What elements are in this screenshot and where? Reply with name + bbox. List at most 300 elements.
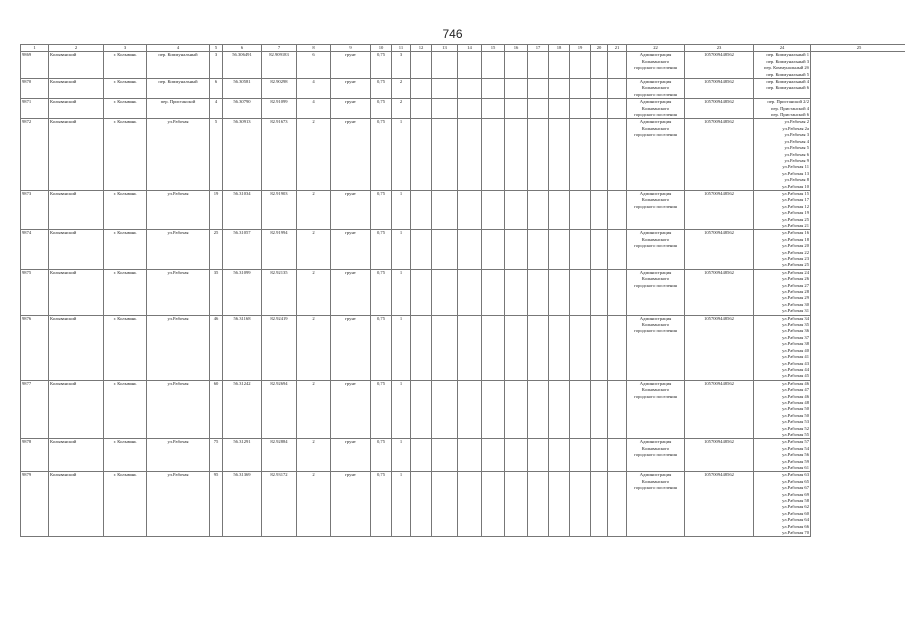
empty-cell [591,99,608,119]
empty-cell [411,269,432,315]
address-line: ул.Рабочая 8 [784,177,809,183]
longitude-cell: 82.91903 [262,190,297,229]
empty-cell [411,230,432,269]
address-line: пер. Пристанской 4 [770,105,809,111]
empty-cell [411,99,432,119]
table-row [21,269,905,315]
empty-cell [505,230,528,269]
addresses-cell [754,439,811,472]
owner-line: Администрация [639,269,672,275]
street-cell: ул.Рабочая [147,190,210,229]
inn-cell: 1057009448562 [685,99,754,119]
house-cell: 75 [210,439,223,472]
empty-cell [482,52,505,79]
longitude-cell: 82.92884 [262,439,297,472]
registry-table [20,44,905,537]
address-line: ул.Рабочая 56 [782,452,809,458]
owner-cell [627,315,685,380]
address-line: ул.Рабочая 12 [782,203,809,209]
district-cell: Колыванский [49,472,104,537]
empty-cell [482,315,505,380]
column-number: 9 [331,45,371,52]
row-id: 9878 [21,439,49,472]
empty-cell [608,439,627,472]
address-line: ул.Рабочая 24 [782,269,809,275]
column-number: 8 [297,45,331,52]
owner-line: Колыванского [641,322,670,328]
empty-cell [549,190,570,229]
address-line: ул.Рабочая 58 [782,498,809,504]
settlement-cell: г. Колывань [104,79,147,99]
column-number: 7 [262,45,297,52]
address-line: ул.Рабочая 20 [782,243,809,249]
addresses-cell [754,119,811,190]
empty-cell [505,472,528,537]
owner-cell [627,79,685,99]
owner-cell [627,380,685,439]
row-id: 9877 [21,380,49,439]
latitude-cell: 56.31291 [223,439,262,472]
empty-cell [570,269,591,315]
address-line: ул.Рабочая 40 [782,347,809,353]
empty-cell [482,269,505,315]
address-line: ул.Рабочая 4 [784,138,809,144]
owner-line: Администрация [639,52,672,58]
settlement-cell: г. Колывань [104,52,147,79]
empty-cell [432,99,458,119]
empty-cell [432,190,458,229]
owner-line: Колыванского [641,236,670,242]
column-8-cell: 2 [297,190,331,229]
empty-cell [432,439,458,472]
table-row [21,472,905,537]
latitude-cell: 56.30913 [223,119,262,190]
inn-cell: 1057009448562 [685,230,754,269]
row-id: 9870 [21,79,49,99]
area-cell: 0,75 [371,79,392,99]
address-line: ул.Рабочая 10 [782,183,809,189]
empty-cell [549,230,570,269]
address-line: ул.Рабочая 45 [782,373,809,379]
address-line: ул.Рабочая 27 [782,282,809,288]
district-cell: Колыванский [49,380,104,439]
owner-line: Администрация [639,230,672,236]
empty-cell [458,439,482,472]
address-line: ул.Рабочая 59 [782,458,809,464]
owner-line: Администрация [639,119,672,125]
area-cell: 0,75 [371,439,392,472]
inn-cell: 1057009448562 [685,79,754,99]
owner-line: Администрация [639,439,672,445]
empty-cell [591,79,608,99]
address-line: ул.Рабочая 21 [782,222,809,228]
empty-cell [411,315,432,380]
empty-cell [482,472,505,537]
column-number: 4 [147,45,210,52]
address-line: ул.Рабочая 38 [782,341,809,347]
empty-cell [482,79,505,99]
owner-line: Колыванского [641,105,670,111]
owner-line: Колыванского [641,445,670,451]
column-number: 10 [371,45,392,52]
empty-cell [608,230,627,269]
empty-cell [458,472,482,537]
empty-cell [482,119,505,190]
house-cell: 46 [210,315,223,380]
column-number: 24 [754,45,811,52]
page-number: 746 [442,27,463,41]
column-number: 2 [49,45,104,52]
column-8-cell: 2 [297,119,331,190]
address-line: ул.Рабочая 25 [782,216,809,222]
address-line: ул.Рабочая 19 [782,210,809,216]
column-number: 17 [528,45,549,52]
settlement-cell: г. Колывань [104,99,147,119]
surface-cell: грунт [331,230,371,269]
area-cell: 0,75 [371,269,392,315]
addresses-cell [754,190,811,229]
address-line: ул.Рабочая 57 [782,439,809,445]
latitude-cell: 56.31369 [223,472,262,537]
area-cell: 0,75 [371,52,392,79]
inn-cell: 1057009448562 [685,269,754,315]
empty-cell [528,472,549,537]
address-line: пер. Коммунальный 3 [766,58,809,64]
empty-cell [482,99,505,119]
column-8-cell: 2 [297,380,331,439]
column-number: 19 [570,45,591,52]
owner-line: городского поселения [634,91,677,97]
owner-line: городского поселения [634,452,677,458]
address-line: ул.Рабочая 26 [782,276,809,282]
inn-cell: 1057009448562 [685,439,754,472]
table-row [21,52,905,79]
column-8-cell: 4 [297,79,331,99]
latitude-cell: 56.31099 [223,269,262,315]
address-line: ул.Рабочая 65 [782,478,809,484]
street-cell: ул.Рабочая [147,439,210,472]
settlement-cell: г. Колывань [104,439,147,472]
column-number-row [21,45,905,52]
settlement-cell: г. Колывань [104,269,147,315]
surface-cell: грунт [331,79,371,99]
surface-cell: грунт [331,52,371,79]
empty-cell [570,52,591,79]
empty-cell [591,380,608,439]
house-cell: 6 [210,79,223,99]
house-cell: 60 [210,380,223,439]
empty-cell [528,230,549,269]
column-8-cell: 4 [297,99,331,119]
latitude-cell: 56.31034 [223,190,262,229]
empty-cell [570,79,591,99]
row-id: 9875 [21,269,49,315]
owner-line: городского поселения [634,203,677,209]
address-line: ул.Рабочая 63 [782,472,809,478]
settlement-cell: г. Колывань [104,119,147,190]
owner-cell [627,190,685,229]
settlement-cell: г. Колывань [104,380,147,439]
column-number: 22 [627,45,685,52]
column-8-cell: 2 [297,269,331,315]
longitude-cell: 82.93172 [262,472,297,537]
table-row [21,119,905,190]
area-cell: 0,75 [371,380,392,439]
owner-line: Колыванского [641,125,670,131]
street-cell: пер. Пристанской [147,99,210,119]
address-line: пер. Коммунальный 5 [766,71,809,77]
address-line: пер. Коммунальный 4 [766,79,809,85]
inn-cell: 1057009448562 [685,380,754,439]
empty-cell [549,119,570,190]
address-line: ул.Рабочая 11 [782,164,809,170]
empty-cell [432,79,458,99]
address-line: ул.Рабочая 2а [782,125,809,131]
address-line: ул.Рабочая 30 [782,301,809,307]
address-line: ул.Рабочая 37 [782,334,809,340]
address-line: ул.Рабочая 17 [782,197,809,203]
area-cell: 0,75 [371,315,392,380]
latitude-cell: 56.31168 [223,315,262,380]
address-line: ул.Рабочая 41 [782,354,809,360]
address-line: ул.Рабочая 55 [782,431,809,437]
street-cell: ул.Рабочая [147,315,210,380]
surface-cell: грунт [331,439,371,472]
empty-cell [411,380,432,439]
column-8-cell: 2 [297,315,331,380]
empty-cell [591,315,608,380]
column-number: 5 [210,45,223,52]
column-number: 20 [591,45,608,52]
empty-cell [505,99,528,119]
count-cell: 2 [392,79,411,99]
row-id: 9874 [21,230,49,269]
surface-cell: грунт [331,472,371,537]
addresses-cell [754,230,811,269]
empty-cell [432,315,458,380]
empty-cell [505,315,528,380]
address-line: ул.Рабочая 2 [784,119,809,125]
empty-cell [591,472,608,537]
empty-cell [505,439,528,472]
owner-line: Администрация [639,315,672,321]
empty-cell [432,230,458,269]
area-cell: 0,75 [371,99,392,119]
address-line: пер. Коммунальный 6 [766,85,809,91]
address-line: ул.Рабочая 50 [782,406,809,412]
empty-cell [608,472,627,537]
table-row [21,190,905,229]
area-cell: 0,75 [371,472,392,537]
empty-cell [570,472,591,537]
owner-line: Администрация [639,190,672,196]
longitude-cell: 82.92419 [262,315,297,380]
row-id: 9876 [21,315,49,380]
latitude-cell: 56.31057 [223,230,262,269]
empty-cell [505,52,528,79]
address-line: ул.Рабочая 6 [784,151,809,157]
owner-line: городского поселения [634,65,677,71]
empty-cell [528,52,549,79]
house-cell: 19 [210,190,223,229]
empty-cell [549,79,570,99]
settlement-cell: г. Колывань [104,190,147,229]
address-line: пер. Пристанской 2/2 [767,99,809,105]
empty-cell [528,269,549,315]
address-line: ул.Рабочая 53 [782,419,809,425]
empty-cell [505,269,528,315]
empty-cell [432,52,458,79]
count-cell: 1 [392,269,411,315]
district-cell: Колыванский [49,52,104,79]
empty-cell [570,439,591,472]
longitude-cell: 82.909183 [262,52,297,79]
inn-cell: 1057009448562 [685,52,754,79]
address-line: ул.Рабочая 60 [782,510,809,516]
surface-cell: грунт [331,99,371,119]
count-cell: 1 [392,315,411,380]
empty-cell [411,472,432,537]
address-line: ул.Рабочая 36 [782,328,809,334]
empty-cell [591,439,608,472]
count-cell: 1 [392,230,411,269]
surface-cell: грунт [331,190,371,229]
empty-cell [591,230,608,269]
longitude-cell: 82.90298 [262,79,297,99]
column-number: 18 [549,45,570,52]
empty-cell [411,119,432,190]
owner-cell [627,439,685,472]
empty-cell [591,52,608,79]
owner-line: Колыванского [641,387,670,393]
addresses-cell [754,52,811,79]
address-line: ул.Рабочая 25 [782,262,809,268]
empty-cell [549,52,570,79]
empty-cell [570,99,591,119]
empty-cell [411,190,432,229]
owner-line: городского поселения [634,393,677,399]
row-id: 9871 [21,99,49,119]
empty-cell [432,472,458,537]
inn-cell: 1057009448562 [685,119,754,190]
house-cell: 25 [210,230,223,269]
empty-cell [591,190,608,229]
settlement-cell: г. Колывань [104,315,147,380]
address-line: ул.Рабочая 28 [782,289,809,295]
area-cell: 0,75 [371,190,392,229]
column-number: 13 [432,45,458,52]
settlement-cell: г. Колывань [104,230,147,269]
address-line: ул.Рабочая 69 [782,491,809,497]
column-number: 25 [811,45,905,52]
count-cell: 3 [392,52,411,79]
empty-cell [432,269,458,315]
address-line: ул.Рабочая 15 [782,190,809,196]
owner-line: городского поселения [634,132,677,138]
address-line: ул.Рабочая 44 [782,366,809,372]
address-line: ул.Рабочая 23 [782,256,809,261]
count-cell: 1 [392,439,411,472]
empty-cell [570,315,591,380]
owner-line: Администрация [639,99,672,105]
empty-cell [458,380,482,439]
address-line: ул.Рабочая 50 [782,412,809,418]
empty-cell [549,472,570,537]
owner-cell [627,52,685,79]
table-row [21,79,905,99]
owner-line: Колыванского [641,478,670,484]
empty-cell [505,79,528,99]
row-id: 9872 [21,119,49,190]
owner-line: городского поселения [634,243,677,249]
empty-cell [505,119,528,190]
district-cell: Колыванский [49,439,104,472]
empty-cell [482,190,505,229]
owner-cell [627,269,685,315]
addresses-cell [754,315,811,380]
settlement-cell: г. Колывань [104,472,147,537]
column-number: 23 [685,45,754,52]
empty-cell [458,269,482,315]
count-cell: 1 [392,119,411,190]
owner-line: Колыванского [641,58,670,64]
column-number: 11 [392,45,411,52]
address-line: ул.Рабочая 18 [782,236,809,242]
address-line: ул.Рабочая 61 [782,465,809,470]
empty-cell [608,52,627,79]
address-line: ул.Рабочая 46 [782,393,809,399]
surface-cell: грунт [331,315,371,380]
empty-cell [505,190,528,229]
empty-cell [411,52,432,79]
address-line: ул.Рабочая 47 [782,387,809,393]
address-line: ул.Рабочая 22 [782,249,809,255]
empty-cell [482,380,505,439]
count-cell: 1 [392,380,411,439]
empty-cell [411,79,432,99]
district-cell: Колыванский [49,119,104,190]
surface-cell: грунт [331,380,371,439]
longitude-cell: 82.91994 [262,230,297,269]
count-cell: 1 [392,190,411,229]
street-cell: ул.Рабочая [147,230,210,269]
column-number: 16 [505,45,528,52]
addresses-cell [754,472,811,537]
owner-cell [627,472,685,537]
empty-cell [482,439,505,472]
empty-cell [528,380,549,439]
house-cell: 5 [210,119,223,190]
empty-cell [549,269,570,315]
empty-cell [482,230,505,269]
owner-cell [627,230,685,269]
column-number: 6 [223,45,262,52]
table-row [21,99,905,119]
street-cell: ул.Рабочая [147,472,210,537]
owner-line: Колыванского [641,197,670,203]
owner-line: Администрация [639,472,672,478]
address-line: ул.Рабочая 54 [782,445,809,451]
surface-cell: грунт [331,119,371,190]
addresses-cell [754,99,811,119]
empty-cell [528,119,549,190]
empty-cell [549,380,570,439]
address-line: ул.Рабочая 13 [782,170,809,176]
empty-cell [608,190,627,229]
count-cell: 2 [392,99,411,119]
owner-cell [627,99,685,119]
inn-cell: 1057009448562 [685,315,754,380]
